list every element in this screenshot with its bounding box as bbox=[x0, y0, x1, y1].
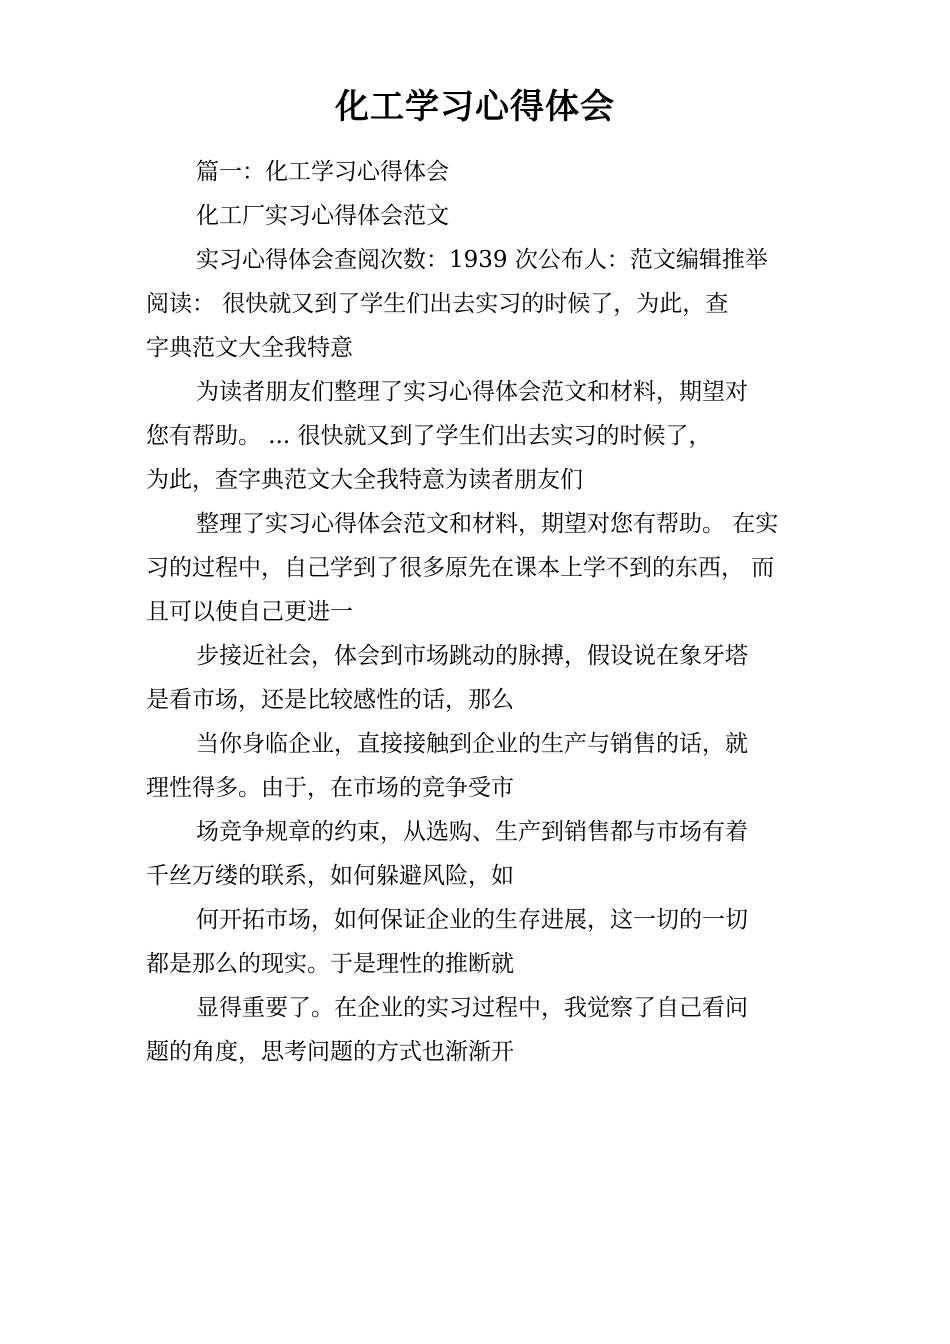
paragraph bbox=[146, 634, 836, 722]
paragraph bbox=[146, 150, 836, 194]
text-line: 步接近社会，体会到市场跳动的脉搏，假设说在象牙塔 bbox=[196, 643, 748, 669]
paragraph bbox=[146, 370, 836, 502]
text-line: 字典范文大全我特意 bbox=[146, 335, 353, 361]
paragraph bbox=[146, 194, 836, 238]
text-line: 当你身临企业，直接接触到企业的生产与销售的话，就 bbox=[196, 731, 748, 757]
text-line: 您有帮助。 ... 很快就又到了学生们出去实习的时候了， bbox=[146, 423, 712, 449]
paragraph bbox=[146, 986, 836, 1074]
text-line: 理性得多。由于，在市场的竞争受市 bbox=[146, 775, 514, 801]
paragraph bbox=[146, 238, 836, 370]
text-line: 显得重要了。在企业的实习过程中，我觉察了自己看问 bbox=[196, 995, 748, 1021]
text-line: 为此，查字典范文大全我特意为读者朋友们 bbox=[146, 467, 583, 493]
document-body bbox=[146, 150, 836, 1074]
text-line: 篇一：化工学习心得体会 bbox=[196, 159, 449, 185]
text-line: 为读者朋友们整理了实习心得体会范文和材料，期望对 bbox=[196, 379, 748, 405]
text-line: 千丝万缕的联系，如何躲避风险，如 bbox=[146, 863, 514, 889]
document-title: 化工学习心得体会 bbox=[335, 87, 615, 127]
text-line: 场竞争规章的约束，从选购、生产到销售都与市场有着 bbox=[196, 819, 748, 845]
text-line: 化工厂实习心得体会范文 bbox=[196, 203, 449, 229]
text-line: 是看市场，还是比较感性的话，那么 bbox=[146, 687, 514, 713]
paragraph bbox=[146, 810, 836, 898]
text-line: 且可以使自己更进一 bbox=[146, 599, 353, 625]
text-line: 习的过程中，自己学到了很多原先在课本上学不到的东西， 而 bbox=[146, 555, 775, 581]
text-line: 实习心得体会查阅次数：1939 次公布人：范文编辑推举 bbox=[196, 247, 768, 273]
text-line: 都是那么的现实。于是理性的推断就 bbox=[146, 951, 514, 977]
text-line: 何开拓市场，如何保证企业的生存进展，这一切的一切 bbox=[196, 907, 748, 933]
paragraph bbox=[146, 722, 836, 810]
paragraph bbox=[146, 898, 836, 986]
text-line: 阅读： 很快就又到了学生们出去实习的时候了，为此，查 bbox=[146, 291, 729, 317]
paragraph bbox=[146, 502, 836, 634]
text-line: 题的角度，思考问题的方式也渐渐开 bbox=[146, 1039, 514, 1065]
text-line: 整理了实习心得体会范文和材料，期望对您有帮助。 在实 bbox=[196, 511, 779, 537]
